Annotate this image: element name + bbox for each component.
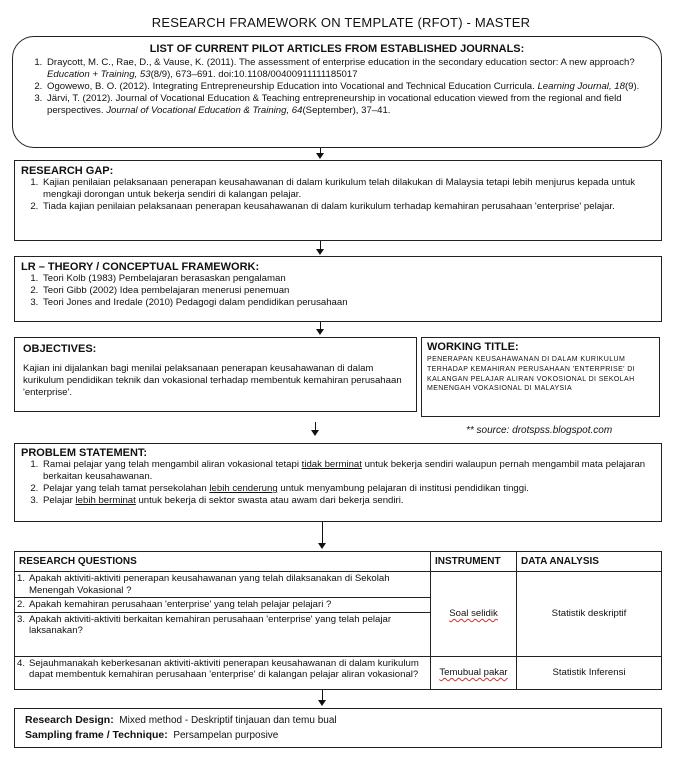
problem-emphasis: lebih berminat — [75, 495, 136, 506]
table-row — [15, 572, 662, 657]
rq-group-1 — [15, 572, 431, 657]
list-item: 3. Teori Jones and Iredale (2010) Pedagogi dalam pendidikan perusahaan — [41, 297, 655, 309]
analysis-cell — [517, 572, 662, 657]
rq-header: RESEARCH QUESTIONS — [15, 552, 431, 572]
analysis-value: Statistik Inferensi — [552, 667, 626, 679]
list-item — [41, 495, 655, 507]
question-text: Sejauhmanakah keberkesanan aktiviti-aktiviti penerapan keusahawanan di dalam kurikulum dapat membentuk kemahiran perusahaan 'enterprise' di kalangan pelajar aliran vokasional? — [29, 657, 419, 681]
citation-pages: (9). — [624, 81, 640, 92]
citation-journal: Education + Training, 53 — [47, 69, 151, 80]
problem-statement-heading: PROBLEM STATEMENT: — [21, 447, 148, 459]
question-number: 4. — [17, 657, 26, 669]
citation-pages: (8/9), 673–691. doi:10.1108/00400911111185017 — [150, 69, 358, 80]
instrument-header: INSTRUMENT — [431, 552, 517, 572]
sampling-label: Sampling frame / Technique: — [25, 729, 168, 741]
list-item — [41, 459, 655, 483]
research-questions-table — [14, 551, 662, 690]
instrument-cell — [431, 572, 517, 657]
list-item — [45, 81, 649, 93]
question-row — [15, 658, 430, 681]
question-row — [15, 572, 430, 598]
problem-text: untuk menyambung pelajaran di institusi pendidikan tinggi. — [277, 483, 529, 494]
objectives-text: Kajian ini dijalankan bagi menilai pelaksanaan penerapan keusahawanan di dalam kurikulum pendidikan teknik dan vokasional terhadap membentuk kemahiran perusahaan 'enterprise'. — [23, 363, 402, 398]
arrowhead-icon — [316, 249, 324, 255]
research-gap-box — [14, 160, 662, 241]
working-title-heading: WORKING TITLE: — [427, 341, 519, 353]
list-item: 1. Teori Kolb (1983) Pembelajaran berasaskan pengalaman — [41, 273, 655, 285]
arrowhead-icon — [311, 430, 319, 436]
source-note: ** source: drotspss.blogspot.com — [466, 425, 613, 436]
objectives-heading: OBJECTIVES: — [23, 343, 97, 355]
research-design-label: Research Design: — [25, 714, 114, 726]
citation-journal: Learning Journal, 18 — [537, 81, 625, 92]
objectives-box — [14, 337, 417, 412]
arrowhead-icon — [318, 543, 326, 549]
research-gap-list — [21, 177, 655, 213]
question-text: Apakah aktiviti-aktiviti penerapan keusahawanan yang telah dilaksanakan di Sekolah Menengah Vokasional ? — [29, 573, 390, 596]
question-number: 1. — [17, 573, 26, 584]
problem-text: Pelajar — [43, 495, 76, 506]
research-design-box — [14, 708, 662, 748]
problem-statement-box — [14, 443, 662, 522]
question-number: 3. — [17, 613, 26, 625]
question-text: Apakah aktiviti-aktiviti berkaitan kemahiran perusahaan 'enterprise' yang telah pelajar laksanakan? — [29, 613, 392, 636]
problem-statement-list — [21, 459, 655, 507]
lr-theory-box — [14, 256, 662, 322]
page-title: RESEARCH FRAMEWORK ON TEMPLATE (RFOT) - MASTER — [151, 15, 531, 30]
sampling-line — [25, 728, 651, 743]
research-gap-heading: RESEARCH GAP: — [21, 165, 114, 177]
arrowhead-icon — [318, 700, 326, 706]
list-item — [45, 57, 649, 81]
analysis-value: Statistik deskriptif — [551, 608, 627, 620]
instrument-value: Soal selidik — [449, 608, 498, 620]
pilot-articles-box — [12, 36, 662, 148]
working-title-text: PENERAPAN KEUSAHAWANAN DI DALAM KURIKULUM TERHADAP KEMAHIRAN PERUSAHAAN 'ENTERPRISE' DI KALANGAN PELAJAR ALIRAN VOKOSIONAL DI SEKOLAH MENENGAH VOKASIONAL DI MALAYSIA — [427, 356, 636, 393]
problem-text: Pelajar yang telah tamat persekolahan — [43, 483, 210, 494]
connector-arrow — [322, 522, 323, 544]
pilot-list — [25, 57, 649, 117]
sampling-value: Persampelan purposive — [173, 730, 279, 741]
lr-theory-list — [21, 273, 655, 309]
instrument-cell — [431, 656, 517, 689]
research-design-line — [25, 713, 651, 728]
citation-text: Ogowewo, B. O. (2012). Integrating Entrepreneurship Education into Vocational and Technical Education Curricula. — [47, 81, 538, 92]
analysis-cell — [517, 656, 662, 689]
table-header-row — [15, 552, 662, 572]
question-number: 2. — [17, 599, 26, 610]
question-text: Apakah kemahiran perusahaan 'enterprise' yang telah pelajar pelajari ? — [29, 599, 332, 610]
citation-pages: (September), 37–41. — [302, 105, 391, 116]
list-item — [45, 93, 649, 117]
list-item: 2. Teori Gibb (2002) Idea pembelajaran menerusi penemuan — [41, 285, 655, 297]
citation-journal: Journal of Vocational Education & Training, 64 — [106, 105, 303, 116]
arrowhead-icon — [316, 153, 324, 159]
table-row — [15, 656, 662, 689]
list-item: 2. Tiada kajian penilaian pelaksanaan penerapan keusahawanan di dalam kurikulum terhadap kemahiran perusahaan 'enterprise' pelajar. — [41, 201, 655, 213]
rq-group-2 — [15, 656, 431, 689]
problem-emphasis: tidak berminat — [301, 459, 362, 470]
instrument-value: Temubual pakar — [439, 667, 508, 679]
arrowhead-icon — [316, 329, 324, 335]
data-analysis-header: DATA ANALYSIS — [517, 552, 662, 572]
research-design-value: Mixed method - Deskriptif tinjauan dan temu bual — [119, 715, 337, 726]
citation-text: Järvi, T. (2012). Journal of Vocational Education & Teaching entrepreneurship in vocational education viewed from the regional and field perspectives. — [47, 93, 622, 116]
problem-text: untuk bekerja sendiri walaupun pernah mengambil mata pelajaran berkaitan keusahawanan. — [43, 459, 646, 482]
problem-text: Ramai pelajar yang telah mengambil aliran vokasional tetapi — [43, 459, 302, 470]
list-item: 1. Kajian penilaian pelaksanaan penerapan keusahawanan di dalam kurikulum telah dilakukan di Malaysia tetapi lebih menjurus kepada untuk mengkaji dorongan untuk bekerja sendiri di kalangan pelajar. — [41, 177, 655, 201]
citation-text: Draycott, M. C., Rae, D., & Vause, K. (2011). The assessment of enterprise education in the secondary education sector: A new approach? — [47, 57, 635, 68]
question-row — [15, 613, 430, 638]
list-item — [41, 483, 655, 495]
working-title-box — [421, 337, 660, 417]
problem-text: untuk bekerja di sektor swasta atau awam dari bekerja sendiri. — [135, 495, 404, 506]
pilot-heading: LIST OF CURRENT PILOT ARTICLES FROM ESTABLISHED JOURNALS: — [149, 43, 525, 55]
lr-theory-heading: LR – THEORY / CONCEPTUAL FRAMEWORK: — [21, 261, 260, 273]
problem-emphasis: lebih cenderung — [209, 483, 278, 494]
question-row — [15, 598, 430, 613]
